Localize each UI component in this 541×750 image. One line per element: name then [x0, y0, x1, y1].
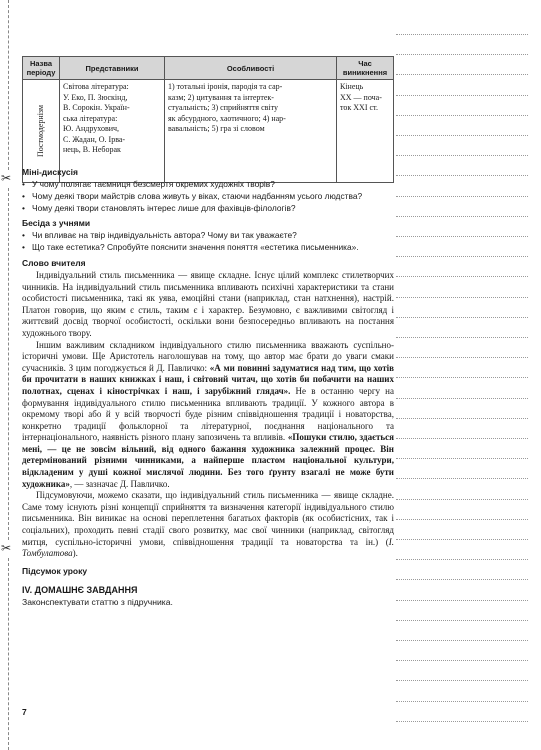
cell-line: ток XXI ст.: [340, 103, 378, 112]
note-line: [396, 377, 528, 378]
note-line: [396, 175, 528, 176]
text-run: Підсумовуючи, можемо сказати, що індивідуальний стиль письменника — явище складне. Саме тому існують різні концепції сприйняття та визначення категорії індивідуального стилю письменника. Він виникає на основі переплетення багатьох факторів (як особистісних, так і соціальних), проходить певні стадії свого розвитку, має свої чинники (наприклад, світогляд митця, суспільно-історичні умови, співвідношення традиції та новаторства та ін.) (: [22, 490, 394, 547]
list-item: • У чому полягає таємниця безсмертя окремих художніх творів?: [22, 179, 394, 191]
quote: «А ми повинні задуматися над тим, що хотів би прочитати в наших книжках і наш, і світовий читач, що хотів би побачити на наших полотнах, сценах і кінострічках і наш, і зарубіжний глядач».: [22, 362, 394, 396]
mini-discussion-title: Міні-дискусія: [22, 167, 78, 177]
talk-title: Бесіда з учнями: [22, 218, 91, 229]
cell-line: стуальність; 3) сприйняття світу: [168, 103, 279, 112]
cell-line: С. Жадан, О. Ірва-: [63, 134, 126, 144]
lesson-content: [22, 166, 394, 608]
note-line: [396, 216, 528, 217]
cut-line-middle: [8, 188, 10, 540]
cell-line: 1) тотальні іронія, пародія та сар-: [168, 82, 283, 91]
note-line: [396, 54, 528, 55]
table-header-cell: Час виникнення: [337, 57, 394, 80]
table-header-cell: Представники: [60, 57, 165, 80]
note-line: [396, 438, 528, 439]
note-line: [396, 660, 528, 661]
cell-line: казм; 2) цитування та інтертек-: [168, 92, 274, 102]
author-name: І. Томбулатова: [22, 536, 394, 559]
table-header-cell: Особливості: [165, 57, 337, 80]
period-name: Постмодернізм: [35, 104, 45, 158]
list-item: • Чому деякі твори становлять інтерес лише для фахівців-філологів?: [22, 203, 394, 215]
note-line: [396, 357, 528, 358]
note-line: [396, 115, 528, 116]
cell-line: XX — поча-: [340, 92, 382, 102]
note-line: [396, 721, 528, 722]
note-line: [396, 398, 528, 399]
note-line: [396, 317, 528, 318]
note-line: [396, 499, 528, 500]
note-line: [396, 297, 528, 298]
cell-line: У. Еко, П. Зюскінд,: [63, 92, 128, 102]
note-line: [396, 337, 528, 338]
cut-line-top: [8, 0, 10, 170]
note-line: [396, 478, 528, 479]
page-number: 7: [22, 707, 27, 717]
period-table: [22, 56, 394, 183]
note-line: [396, 155, 528, 156]
note-line: [396, 579, 528, 580]
summary-title: Підсумок уроку: [22, 565, 88, 576]
cell-line: вавальність; 5) гра зі словом: [168, 124, 265, 133]
talk-list: [22, 230, 394, 254]
note-line: [396, 458, 528, 459]
note-line: [396, 620, 528, 621]
list-item: • Чому деякі твори майстрів слова живуть у віках, стаючи надбанням усього людства?: [22, 191, 394, 203]
cell-line: Ю. Андрухович,: [63, 124, 120, 133]
list-item: • Чи впливає на твір індивідуальність автора? Чому ви так уважаєте?: [22, 230, 394, 242]
text-run: ).: [72, 548, 78, 559]
list-item: • Що таке естетика? Спробуйте пояснити значення поняття «естетика письменника».: [22, 242, 394, 254]
scissors-icon: ✂: [1, 171, 12, 185]
note-line: [396, 256, 528, 257]
cell-line: ська література:: [63, 113, 118, 123]
note-line: [396, 559, 528, 560]
text-run: Іншим важливим складником індивідуального стилю письменника вважають суспільно-історичні умови. Ще Аристотель наголошував на тому, що автор має брати до уваги смаки сучасників. З цим погоджується й Д. Павличко:: [22, 339, 394, 373]
scissors-icon: ✂: [1, 541, 12, 555]
note-line: [396, 74, 528, 75]
cell-line: Кінець: [340, 82, 364, 91]
teacher-paragraph-2: [22, 340, 394, 491]
note-line: [396, 640, 528, 641]
table-header-row: [23, 57, 394, 80]
cut-line-bottom: [8, 558, 10, 750]
quote: «Пошуки стилю, здається мені, — це не зовсім вільний, від одного бажання художника залежний процес. Він детермінований різними чинниками, а найперше пластом національної культури, відкладеним у душі кожної мислячої людини. Без того ґрунту взагалі не може бути художника»: [22, 432, 395, 489]
table-header-cell: Назва періоду: [23, 57, 60, 80]
cell-line: В. Сорокін. Україн-: [63, 103, 130, 112]
note-line: [396, 34, 528, 35]
cell-line: Світова література:: [63, 82, 129, 91]
mini-discussion-list: [22, 179, 394, 214]
note-line: [396, 135, 528, 136]
cell-line: нець, В. Неборак: [63, 145, 121, 154]
note-line: [396, 539, 528, 540]
text-run: Не в останню чергу на формування індивідуального стилю письменника впливають традиції. У кожного автора в окремому творі або й у всій творчості буде різним співвідношення традиції і новаторства, конкретно традиції фольклорної та літературної, поєднання національного та інтернаціонального, наявність різного плану запозичень та впливів.: [22, 385, 394, 443]
cell-line: як абсурдного, хаотичного; 4) нар-: [168, 113, 286, 123]
homework-text: Законспектувати статтю з підручника.: [22, 596, 173, 607]
note-line: [396, 418, 528, 419]
note-line: [396, 276, 528, 277]
homework-title: IV. ДОМАШНЄ ЗАВДАННЯ: [22, 584, 138, 595]
text-run: , — зазначає Д. Павличко.: [69, 478, 170, 489]
note-line: [396, 95, 528, 96]
note-line: [396, 680, 528, 681]
teacher-paragraph-1: Індивідуальний стиль письменника — явище складне. Існує цілий комплекс стилетворчих чинників. На індивідуальний стиль письменника впливають психічні характеристики та стани особистості письменника, такі як уява, емоційні стани (наприклад, стан натхнення), настрій. Платон говорив, що яким є стиль, таким є і характер. Безумовно, є важливими світогляд і життєвий досвід творчої особистості, оскільки вони безпосередньо впливають на постання художнього твору.: [22, 269, 394, 338]
note-line: [396, 600, 528, 601]
teacher-word-title: Слово вчителя: [22, 257, 86, 268]
note-line: [396, 519, 528, 520]
notes-area: [396, 34, 528, 740]
teacher-paragraph-3: [22, 490, 394, 560]
note-line: [396, 701, 528, 702]
note-line: [396, 236, 528, 237]
note-line: [396, 196, 528, 197]
